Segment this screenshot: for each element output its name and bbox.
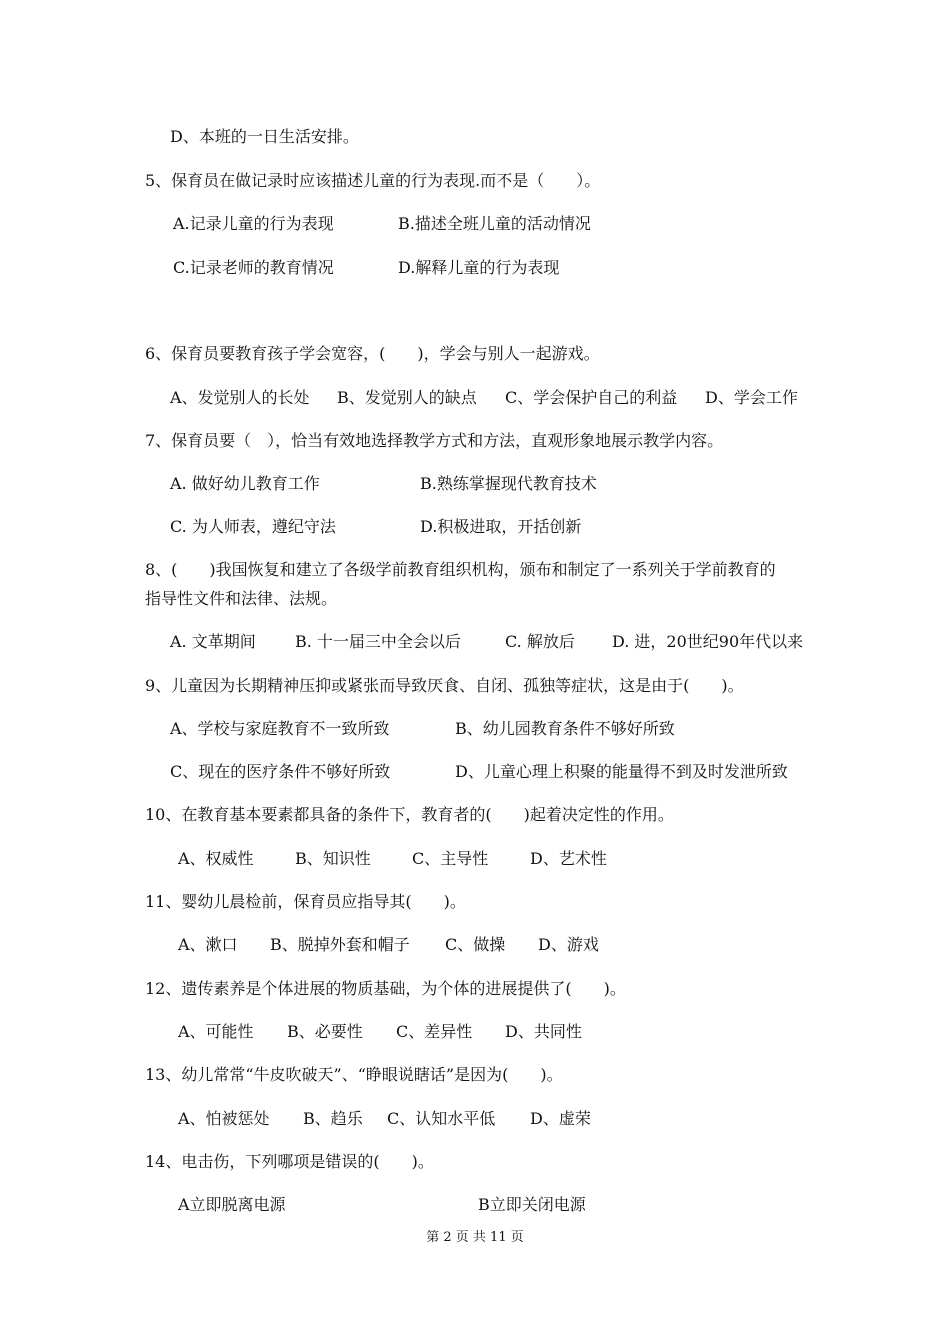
q5-option-c: C.记录老师的教育情况 xyxy=(173,258,334,277)
q8-option-b: B. 十一届三中全会以后 xyxy=(295,632,461,651)
q4-option-d: D、本班的一日生活安排。 xyxy=(170,127,359,146)
q7-option-c: C. 为人师表，遵纪守法 xyxy=(170,517,336,536)
q9-stem: 9、儿童因为长期精神压抑或紧张而导致厌食、自闭、孤独等症状，这是由于( )。 xyxy=(145,676,744,695)
q11-option-a: A、漱口 xyxy=(178,935,238,954)
q6-stem: 6、保育员要教育孩子学会宽容，( )，学会与别人一起游戏。 xyxy=(145,344,600,363)
q7-stem: 7、保育员要（ ），恰当有效地选择教学方式和方法，直观形象地展示教学内容。 xyxy=(145,431,724,450)
q10-option-a: A、权威性 xyxy=(178,849,254,868)
q7-option-a: A. 做好幼儿教育工作 xyxy=(170,474,320,493)
q11-option-b: B、脱掉外套和帽子 xyxy=(270,935,410,954)
q8-stem-line1: 8、( )我国恢复和建立了各级学前教育组织机构，颁布和制定了一系列关于学前教育的 xyxy=(145,560,776,579)
q6-option-a: A、发觉别人的长处 xyxy=(170,388,310,407)
q12-option-d: D、共同性 xyxy=(505,1022,582,1041)
q7-option-d: D.积极进取，开括创新 xyxy=(420,517,582,536)
q11-option-c: C、做操 xyxy=(445,935,506,954)
q10-stem: 10、在教育基本要素都具备的条件下，教育者的( )起着决定性的作用。 xyxy=(145,805,674,824)
q6-option-d: D、学会工作 xyxy=(705,388,798,407)
q12-stem: 12、遗传素养是个体进展的物质基础，为个体的进展提供了( )。 xyxy=(145,979,626,998)
q9-option-b: B、幼儿园教育条件不够好所致 xyxy=(455,719,675,738)
q5-option-a: A.记录儿童的行为表现 xyxy=(173,214,334,233)
q5-stem: 5、保育员在做记录时应该描述儿童的行为表现.而不是（ ）。 xyxy=(145,171,601,190)
q9-option-a: A、学校与家庭教育不一致所致 xyxy=(170,719,390,738)
q5-option-d: D.解释儿童的行为表现 xyxy=(398,258,560,277)
q6-option-c: C、学会保护自己的利益 xyxy=(505,388,678,407)
q14-option-a: A立即脱离电源 xyxy=(178,1195,286,1214)
q13-option-b: B、趋乐 xyxy=(303,1109,363,1128)
q11-stem: 11、婴幼儿晨检前，保育员应指导其( )。 xyxy=(145,892,466,911)
q13-option-d: D、虚荣 xyxy=(530,1109,591,1128)
q9-option-d: D、儿童心理上积聚的能量得不到及时发泄所致 xyxy=(455,762,788,781)
q12-option-b: B、必要性 xyxy=(287,1022,363,1041)
q13-option-a: A、怕被惩处 xyxy=(178,1109,270,1128)
q13-option-c: C、认知水平低 xyxy=(387,1109,496,1128)
q8-option-c: C. 解放后 xyxy=(505,632,575,651)
q8-stem-line2: 指导性文件和法律、法规。 xyxy=(145,589,338,608)
q5-option-b: B.描述全班儿童的活动情况 xyxy=(398,214,591,233)
q14-stem: 14、电击伤，下列哪项是错误的( )。 xyxy=(145,1152,434,1171)
page-number-footer: 第 2 页 共 11 页 xyxy=(426,1230,524,1245)
q10-option-c: C、主导性 xyxy=(412,849,489,868)
q10-option-d: D、艺术性 xyxy=(530,849,607,868)
q10-option-b: B、知识性 xyxy=(295,849,371,868)
q12-option-c: C、差异性 xyxy=(396,1022,473,1041)
q6-option-b: B、发觉别人的缺点 xyxy=(337,388,477,407)
q12-option-a: A、可能性 xyxy=(178,1022,254,1041)
q7-option-b: B.熟练掌握现代教育技术 xyxy=(420,474,597,493)
q9-option-c: C、现在的医疗条件不够好所致 xyxy=(170,762,391,781)
q14-option-b: B立即关闭电源 xyxy=(478,1195,586,1214)
q8-option-a: A. 文革期间 xyxy=(170,632,256,651)
q13-stem: 13、幼儿常常“牛皮吹破天”、“睁眼说瞎话”是因为( )。 xyxy=(145,1065,563,1084)
q11-option-d: D、游戏 xyxy=(538,935,599,954)
q8-option-d: D. 进，20世纪90年代以来 xyxy=(612,632,804,651)
